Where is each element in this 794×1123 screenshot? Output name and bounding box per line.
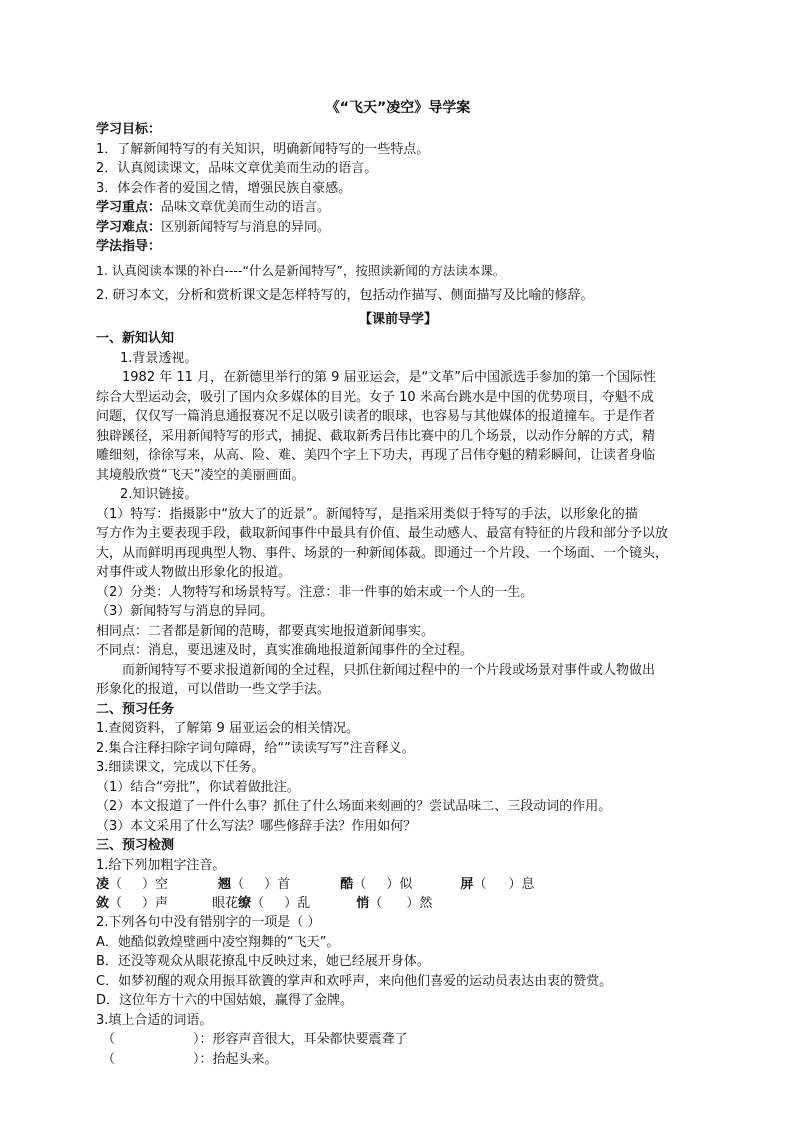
- knowledge-line: 不同点：消息，要迅速及时，真实准确地报道新闻事件的全过程。: [96, 643, 474, 658]
- q3-item: （ ）：抬起头来。: [102, 1051, 278, 1067]
- knowledge-line: （2）分类：人物特写和场景特写。注意：非一件事的始末或一个人的一生。: [96, 584, 534, 600]
- focus-text: 品味文章优美而生动的语言。: [161, 200, 331, 215]
- q3-item: （ ）：形容声音很大，耳朵都快要震聋了: [102, 1032, 408, 1047]
- goal-item: 1．了解新闻特写的有关知识，明确新闻特写的一些特点。: [96, 141, 430, 157]
- part3-heading: 三、预习检测: [96, 838, 175, 853]
- pinyin-char: 翘: [218, 877, 232, 892]
- task-item: （1）结合“旁批”，你试着做批注。: [96, 779, 300, 795]
- knowledge-line: （3）新闻特写与消息的异同。: [96, 604, 274, 619]
- knowledge-line: 形象化的报道，可以借助一些文学手法。: [96, 682, 331, 697]
- method-item: 1. 认真阅读本课的补白----“什么是新闻特写”，按照读新闻的方法读本课。: [96, 262, 506, 278]
- task-item: 3.细读课文，完成以下任务。: [96, 760, 265, 775]
- method-heading: 学法指导：: [96, 239, 162, 254]
- goal-item: 3．体会作者的爱国之情，增强民族自豪感。: [96, 180, 352, 196]
- knowledge-line: 对事件或人物做出形象化的报道。: [96, 565, 292, 580]
- goal-item: 2．认真阅读课文，品味文章优美而生动的语言。: [96, 161, 378, 176]
- pinyin-char: 缭: [238, 896, 252, 911]
- q3-label: 3.填上合适的词语。: [96, 1012, 213, 1028]
- knowledge-line: 相同点：二者都是新闻的范畴，都要真实地报道新闻事实。: [96, 623, 435, 639]
- knowledge-line: 写方作为主要表现手段，截取新闻事件中最具有价值、最生动感人、最富有特征的片段和部分予以放: [96, 526, 669, 541]
- task-item: （2）本文报道了一件什么事？抓住了什么场面来刻画的？尝试品味二、三段动词的作用。: [96, 799, 612, 814]
- task-item: 2.集合注释扫除字词句障碍，给“”读读写写”注音释义。: [96, 740, 415, 756]
- part1-heading: 一、新知认知: [96, 331, 175, 346]
- method-item: 2. 研习本文，分析和赏析课文是怎样特写的，包括动作描写、侧面描写及比喻的修辞。: [96, 288, 594, 303]
- difficulty-text: 区别新闻特写与消息的异同。: [161, 219, 331, 235]
- background-line: 独辟蹊径，采用新闻特写的形式，捕捉、截取新秀吕伟比赛中的几个场景，以动作分解的方式，精: [96, 428, 656, 444]
- background-label: 1.背景透视。: [120, 350, 198, 366]
- q2-label: 2.下列各句中没有错别字的一项是（ ）: [96, 915, 321, 930]
- background-line: 问题，仅仅写一篇消息通报赛况不足以吸引读者的眼球，也容易与其他媒体的报道撞车。于是作者: [96, 409, 656, 424]
- background-line: 雕细刻，徐徐写来，从高、险、难、美四个字上下功夫，再现了吕伟夺魁的精彩瞬间，让读者身临: [96, 448, 656, 463]
- difficulty-line: [96, 218, 700, 238]
- knowledge-link-label: 2.知识链接。: [120, 487, 198, 502]
- pinyin-row-1: 凌（ ）空 翘（ ）首 酷（ ）似 屏（ ）息: [96, 877, 535, 892]
- difficulty-label: 学习难点：: [96, 219, 162, 235]
- pinyin-char: 悄: [356, 896, 370, 911]
- knowledge-line: 而新闻特写不要求报道新闻的全过程，只抓住新闻过程中的一个片段或场景对事件或人物做出: [122, 662, 656, 678]
- part2-heading: 二、预习任务: [96, 701, 175, 717]
- focus-line: [96, 198, 700, 218]
- pinyin-char: 屏: [460, 877, 474, 892]
- background-line: 1982 年 11 月，在新德里举行的第 9 届亚运会，是“文革”后中国派选手参加的第一个国际性: [122, 370, 657, 385]
- background-line: 综合大型运动会，吸引了国内众多媒体的目光。女子 10 米高台跳水是中国的优势项目，夺魁不成: [96, 389, 654, 405]
- task-item: 1.查阅资料，了解第 9 届亚运会的相关情况。: [96, 721, 359, 736]
- section-header: 【课前导学】: [358, 311, 437, 327]
- page-title: 《“飞天”凌空》导学案: [325, 100, 471, 116]
- pinyin-char: 敛: [96, 896, 110, 911]
- q2-option: A．她酷似敦煌壁画中凌空翔舞的“飞天”。: [96, 934, 340, 950]
- pinyin-row-2: 敛（ ）声 眼花缭（ ）乱 悄（ ）然: [96, 896, 433, 911]
- q2-option: C．如梦初醒的观众用振耳欲簀的掌声和欢呼声，来向他们喜爱的运动员表达由衷的赞赏。: [96, 973, 613, 989]
- pinyin-char: 凌: [96, 877, 110, 892]
- q1-label: 1.给下列加粗字注音。: [96, 857, 226, 873]
- goals-heading: 学习目标：: [96, 122, 162, 137]
- background-line: 其境般欣赏“飞天”凌空的美丽画面。: [96, 467, 305, 483]
- q2-option: D．这位年方十六的中国姑娘，赢得了金牌。: [96, 993, 354, 1008]
- focus-label: 学习重点：: [96, 200, 162, 215]
- pinyin-char: 酷: [340, 877, 354, 892]
- task-item: （3）本文采用了什么写法？哪些修辞手法？作用如何？: [96, 818, 417, 834]
- knowledge-line: （1）特写：指摄影中“放大了的近景”。新闻特写，是指采用类似于特写的手法，以形象化的描: [96, 506, 638, 522]
- document-page: [96, 98, 700, 1069]
- q2-option: B．还没等观众从眼花撩乱中反映过来，她已经展开身体。: [96, 954, 430, 969]
- knowledge-line: 大，从而鲜明再现典型人物、事件、场景的一种新闻体裁。即通过一个片段、一个场面、一个镜头，: [96, 545, 669, 561]
